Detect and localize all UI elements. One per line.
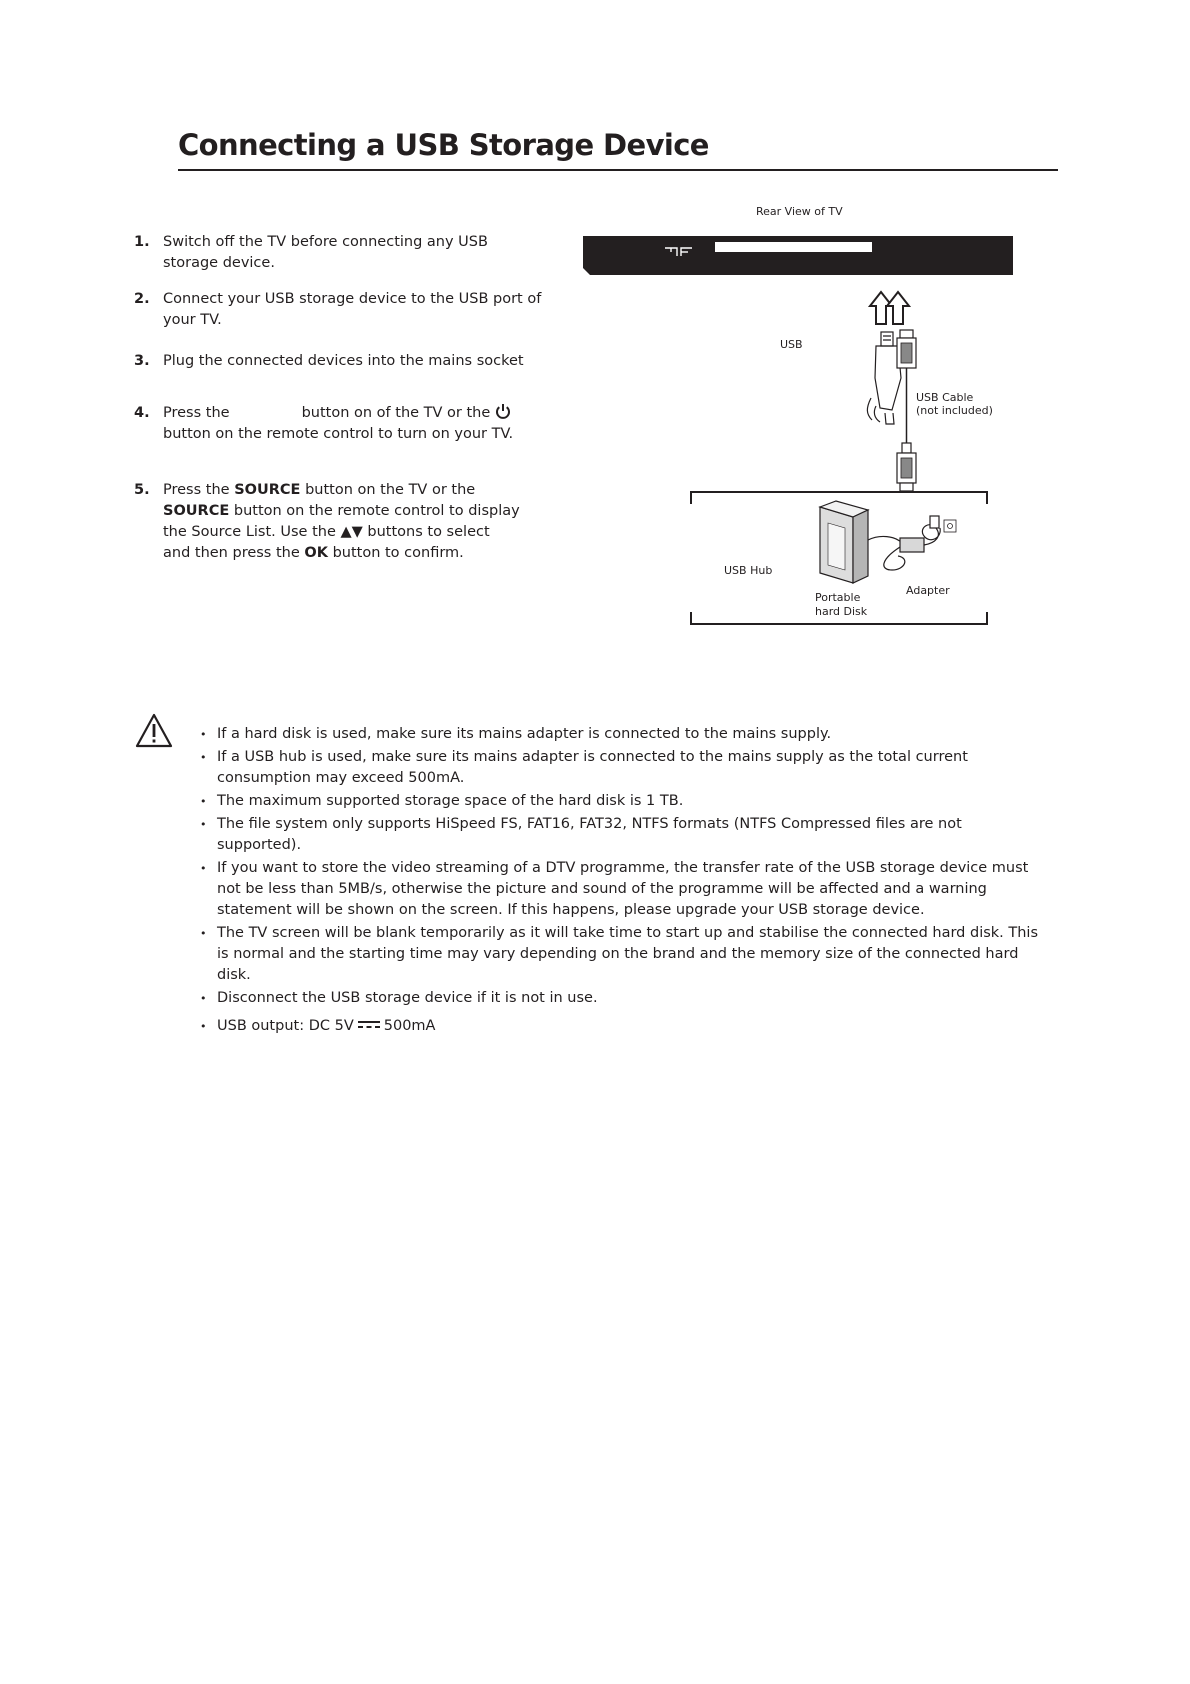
portable-label: Portable xyxy=(815,591,861,604)
tv-rear-panel xyxy=(583,236,1013,275)
not-included-label: (not included) xyxy=(916,404,993,417)
usb-output-item: • USB output: DC 5V 500mA xyxy=(200,1016,1040,1037)
power-adapter-icon xyxy=(868,516,956,570)
power-icon xyxy=(495,403,511,420)
step-text: Press the button on of the TV or the button on the remote control to turn on your TV. xyxy=(163,405,514,442)
list-item: • If a hard disk is used, make sure its mains adapter is connected to the mains supply. xyxy=(200,724,1040,745)
step-number: 2. xyxy=(134,291,150,307)
step-text: Press the SOURCE button on the TV or the SOURCE button on the remote control to display the Source List. Use the ▲▼ buttons to selectand then press the OK button to confirm. xyxy=(163,482,520,561)
usb-hub-label: USB Hub xyxy=(724,564,773,577)
usb-cable-icon xyxy=(897,330,916,491)
hard-disk-label: hard Disk xyxy=(815,605,868,618)
list-item: • The TV screen will be blank temporarily as it will take time to start up and stabilise the connected hard disk. This is normal and the starting time may vary depending on the brand and the memory size of the connected hard disk. xyxy=(200,923,1040,986)
step-number: 4. xyxy=(134,405,150,421)
page-title: Connecting a USB Storage Device xyxy=(178,128,709,162)
list-item: • Disconnect the USB storage device if it is not in use. xyxy=(200,988,1040,1009)
diagram-illustration xyxy=(580,198,1020,638)
step-text: Switch off the TV before connecting any USB storage device. xyxy=(163,234,488,271)
notes-list xyxy=(200,724,1040,1039)
list-item: • The file system only supports HiSpeed FS, FAT16, FAT32, NTFS formats (NTFS Compressed files are not supported). xyxy=(200,814,1040,856)
warning-icon xyxy=(134,712,174,749)
insert-arrows-icon xyxy=(870,292,909,324)
portable-hard-disk-icon xyxy=(820,501,868,583)
dc-symbol-icon xyxy=(358,1020,380,1030)
step-number: 5. xyxy=(134,482,150,498)
list-item: • The maximum supported storage space of the hard disk is 1 TB. xyxy=(200,791,1040,812)
connection-diagram xyxy=(580,198,1020,638)
list-item: • If a USB hub is used, make sure its mains adapter is connected to the mains supply as the total current consumption may exceed 500mA. xyxy=(200,747,1040,789)
step-text: Connect your USB storage device to the USB port of your TV. xyxy=(163,291,542,328)
usb-label: USB xyxy=(780,338,803,351)
rear-view-label: Rear View of TV xyxy=(756,205,843,218)
adapter-label: Adapter xyxy=(906,584,950,597)
step-text: Plug the connected devices into the mains socket xyxy=(163,353,524,369)
list-item: • If you want to store the video streaming of a DTV programme, the transfer rate of the USB storage device must not be less than 5MB/s, otherwise the picture and sound of the programme will be affected and a warning statement will be shown on the screen. If this happens, please upgrade your USB storage device. xyxy=(200,858,1040,921)
step-number: 1. xyxy=(134,234,150,250)
usb-cable-label: USB Cable xyxy=(916,391,974,404)
tv-label-strip xyxy=(715,242,872,252)
usb-plug-hand-icon xyxy=(867,332,901,424)
up-down-arrows-icon: ▲▼ xyxy=(340,524,363,540)
title-underline xyxy=(178,169,1058,171)
step-number: 3. xyxy=(134,353,150,369)
